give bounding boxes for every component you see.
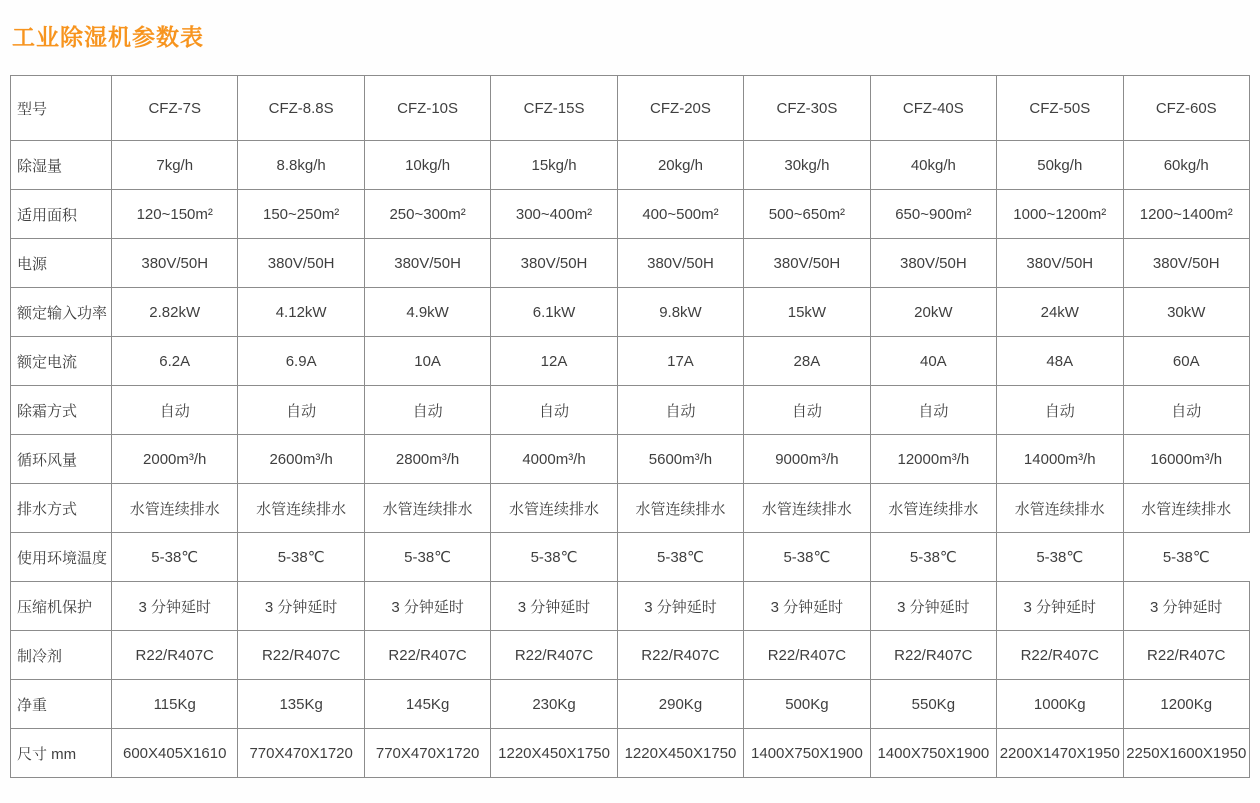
table-row — [11, 533, 1250, 582]
spec-cell: 7kg/h — [112, 141, 238, 190]
spec-cell: 2800m³/h — [364, 435, 490, 484]
spec-cell: 自动 — [1123, 386, 1250, 435]
spec-cell: R22/R407C — [870, 631, 996, 680]
spec-cell: 5-38℃ — [744, 533, 870, 582]
row-label: 适用面积 — [11, 190, 112, 239]
row-label: 排水方式 — [11, 484, 112, 533]
row-label: 型号 — [11, 76, 112, 141]
spec-cell: 40kg/h — [870, 141, 996, 190]
row-label: 循环风量 — [11, 435, 112, 484]
spec-cell: 3 分钟延时 — [870, 582, 996, 631]
spec-cell: R22/R407C — [617, 631, 743, 680]
spec-cell: 30kW — [1123, 288, 1250, 337]
spec-cell: 120~150m² — [112, 190, 238, 239]
spec-cell: 400~500m² — [617, 190, 743, 239]
spec-cell: 300~400m² — [491, 190, 617, 239]
spec-cell: 48A — [997, 337, 1123, 386]
spec-cell: 自动 — [744, 386, 870, 435]
row-label: 额定输入功率 — [11, 288, 112, 337]
spec-cell: 15kW — [744, 288, 870, 337]
page-title: 工业除湿机参数表 — [12, 24, 204, 50]
spec-cell: 水管连续排水 — [364, 484, 490, 533]
table-row — [11, 76, 1250, 141]
spec-cell: 12A — [491, 337, 617, 386]
spec-cell: CFZ-40S — [870, 76, 996, 141]
spec-cell: 380V/50H — [112, 239, 238, 288]
spec-cell: 17A — [617, 337, 743, 386]
spec-cell: 水管连续排水 — [870, 484, 996, 533]
spec-cell: 1400X750X1900 — [744, 729, 870, 778]
spec-cell: 5-38℃ — [617, 533, 743, 582]
spec-cell: 115Kg — [112, 680, 238, 729]
table-row — [11, 582, 1250, 631]
spec-cell: 380V/50H — [364, 239, 490, 288]
spec-cell: R22/R407C — [744, 631, 870, 680]
spec-cell: 20kg/h — [617, 141, 743, 190]
row-label: 电源 — [11, 239, 112, 288]
spec-cell: 5-38℃ — [870, 533, 996, 582]
spec-cell: 770X470X1720 — [364, 729, 490, 778]
spec-cell: 3 分钟延时 — [364, 582, 490, 631]
spec-cell: 5600m³/h — [617, 435, 743, 484]
row-label: 额定电流 — [11, 337, 112, 386]
table-row — [11, 435, 1250, 484]
spec-cell: R22/R407C — [112, 631, 238, 680]
spec-cell: CFZ-10S — [364, 76, 490, 141]
spec-cell: 380V/50H — [744, 239, 870, 288]
table-row — [11, 239, 1250, 288]
spec-cell: 6.2A — [112, 337, 238, 386]
spec-cell: 500Kg — [744, 680, 870, 729]
spec-cell: 9000m³/h — [744, 435, 870, 484]
spec-cell: 5-38℃ — [364, 533, 490, 582]
spec-cell: 24kW — [997, 288, 1123, 337]
spec-cell: CFZ-30S — [744, 76, 870, 141]
spec-cell: 5-38℃ — [1123, 533, 1250, 582]
spec-cell: CFZ-8.8S — [238, 76, 364, 141]
spec-cell: 380V/50H — [1123, 239, 1250, 288]
spec-cell: 1220X450X1750 — [617, 729, 743, 778]
spec-cell: 水管连续排水 — [744, 484, 870, 533]
row-label: 净重 — [11, 680, 112, 729]
spec-cell: 380V/50H — [491, 239, 617, 288]
table-row — [11, 337, 1250, 386]
spec-cell: 9.8kW — [617, 288, 743, 337]
spec-cell: 自动 — [997, 386, 1123, 435]
table-row — [11, 680, 1250, 729]
spec-cell: 自动 — [491, 386, 617, 435]
spec-cell: 1000~1200m² — [997, 190, 1123, 239]
spec-cell: 自动 — [238, 386, 364, 435]
spec-cell: 650~900m² — [870, 190, 996, 239]
spec-cell: 3 分钟延时 — [112, 582, 238, 631]
spec-cell: 1000Kg — [997, 680, 1123, 729]
spec-cell: 3 分钟延时 — [491, 582, 617, 631]
spec-cell: CFZ-60S — [1123, 76, 1250, 141]
row-label: 除湿量 — [11, 141, 112, 190]
spec-cell: 3 分钟延时 — [744, 582, 870, 631]
spec-cell: 500~650m² — [744, 190, 870, 239]
spec-cell: 自动 — [617, 386, 743, 435]
spec-cell: 自动 — [364, 386, 490, 435]
spec-cell: 3 分钟延时 — [617, 582, 743, 631]
row-label: 尺寸 mm — [11, 729, 112, 778]
spec-cell: 550Kg — [870, 680, 996, 729]
spec-cell: 600X405X1610 — [112, 729, 238, 778]
spec-cell: 770X470X1720 — [238, 729, 364, 778]
spec-cell: 380V/50H — [238, 239, 364, 288]
spec-cell: 5-38℃ — [491, 533, 617, 582]
spec-cell: 水管连续排水 — [1123, 484, 1250, 533]
table-row — [11, 386, 1250, 435]
spec-cell: 水管连续排水 — [997, 484, 1123, 533]
table-row — [11, 729, 1250, 778]
spec-cell: 12000m³/h — [870, 435, 996, 484]
spec-cell: 水管连续排水 — [491, 484, 617, 533]
spec-cell: 14000m³/h — [997, 435, 1123, 484]
spec-cell: CFZ-50S — [997, 76, 1123, 141]
spec-cell: 2200X1470X1950 — [997, 729, 1123, 778]
row-label: 制冷剂 — [11, 631, 112, 680]
spec-cell: 15kg/h — [491, 141, 617, 190]
spec-cell: 380V/50H — [870, 239, 996, 288]
spec-cell: 60A — [1123, 337, 1250, 386]
spec-cell: 水管连续排水 — [238, 484, 364, 533]
spec-cell: 3 分钟延时 — [1123, 582, 1250, 631]
spec-cell: R22/R407C — [1123, 631, 1250, 680]
spec-cell: 水管连续排水 — [112, 484, 238, 533]
spec-cell: 30kg/h — [744, 141, 870, 190]
spec-cell: 4.12kW — [238, 288, 364, 337]
spec-cell: CFZ-15S — [491, 76, 617, 141]
spec-cell: 16000m³/h — [1123, 435, 1250, 484]
spec-cell: 135Kg — [238, 680, 364, 729]
table-row — [11, 288, 1250, 337]
spec-cell: 290Kg — [617, 680, 743, 729]
spec-cell: 2000m³/h — [112, 435, 238, 484]
spec-cell: 10kg/h — [364, 141, 490, 190]
table-row — [11, 484, 1250, 533]
spec-cell: 6.1kW — [491, 288, 617, 337]
table-row — [11, 190, 1250, 239]
spec-cell: 150~250m² — [238, 190, 364, 239]
spec-cell: 4.9kW — [364, 288, 490, 337]
spec-cell: 自动 — [870, 386, 996, 435]
spec-table-body — [11, 76, 1250, 778]
spec-cell: 3 分钟延时 — [238, 582, 364, 631]
spec-cell: CFZ-7S — [112, 76, 238, 141]
spec-cell: 水管连续排水 — [617, 484, 743, 533]
spec-cell: R22/R407C — [997, 631, 1123, 680]
spec-cell: 250~300m² — [364, 190, 490, 239]
spec-cell: 145Kg — [364, 680, 490, 729]
spec-cell: 1400X750X1900 — [870, 729, 996, 778]
spec-cell: 1220X450X1750 — [491, 729, 617, 778]
row-label: 除霜方式 — [11, 386, 112, 435]
spec-cell: 8.8kg/h — [238, 141, 364, 190]
spec-cell: 20kW — [870, 288, 996, 337]
spec-cell: 50kg/h — [997, 141, 1123, 190]
spec-cell: R22/R407C — [238, 631, 364, 680]
spec-cell: 4000m³/h — [491, 435, 617, 484]
spec-cell: 60kg/h — [1123, 141, 1250, 190]
spec-cell: R22/R407C — [364, 631, 490, 680]
spec-cell: 2250X1600X1950 — [1123, 729, 1250, 778]
spec-cell: 230Kg — [491, 680, 617, 729]
table-row — [11, 631, 1250, 680]
spec-cell: 5-38℃ — [238, 533, 364, 582]
spec-cell: 5-38℃ — [997, 533, 1123, 582]
spec-cell: 2.82kW — [112, 288, 238, 337]
row-label: 压缩机保护 — [11, 582, 112, 631]
dehumidifier-spec-table — [10, 75, 1250, 778]
spec-cell: 3 分钟延时 — [997, 582, 1123, 631]
spec-cell: R22/R407C — [491, 631, 617, 680]
spec-cell: 380V/50H — [997, 239, 1123, 288]
spec-cell: 2600m³/h — [238, 435, 364, 484]
spec-cell: 1200~1400m² — [1123, 190, 1250, 239]
spec-cell: 10A — [364, 337, 490, 386]
spec-cell: 6.9A — [238, 337, 364, 386]
spec-cell: CFZ-20S — [617, 76, 743, 141]
spec-cell: 40A — [870, 337, 996, 386]
row-label: 使用环境温度 — [11, 533, 112, 582]
spec-cell: 28A — [744, 337, 870, 386]
spec-cell: 380V/50H — [617, 239, 743, 288]
spec-cell: 1200Kg — [1123, 680, 1250, 729]
table-row — [11, 141, 1250, 190]
spec-cell: 自动 — [112, 386, 238, 435]
spec-cell: 5-38℃ — [112, 533, 238, 582]
